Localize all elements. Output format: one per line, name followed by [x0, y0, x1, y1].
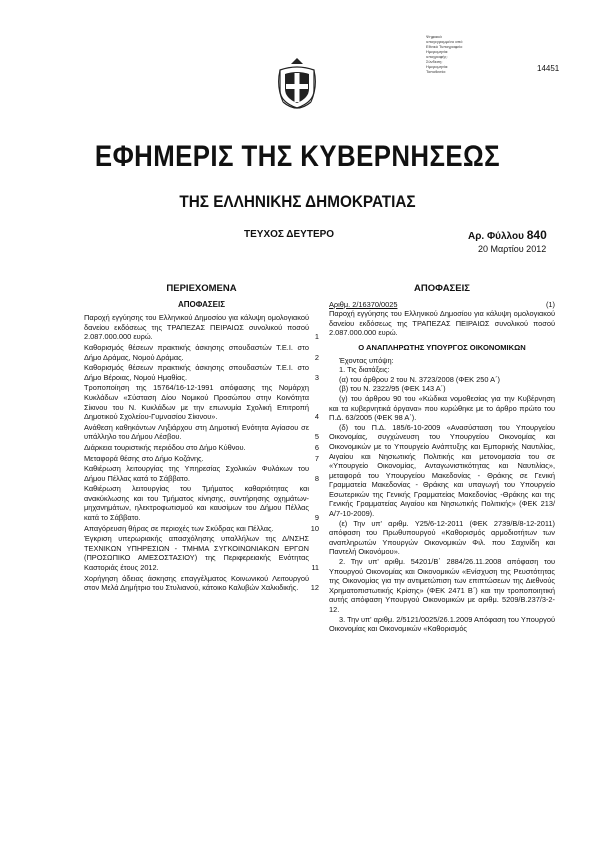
toc-item[interactable]: [84, 383, 319, 421]
toc-item-page: 3: [314, 372, 319, 382]
toc-heading: ΠΕΡΙΕΧΟΜΕΝΑ: [166, 283, 237, 294]
toc-item-page: 12: [310, 583, 319, 593]
signature-line: Τοποθεσία:: [426, 69, 446, 74]
toc-item-text: Καθορισμός θέσεων πρακτικής άσκησης σπουδαστών Τ.Ε.Ι. στο Δήμο Βέροιας, Νομού Ημαθίας.: [84, 363, 309, 382]
toc-item[interactable]: [84, 454, 319, 464]
toc-item-page: 9: [314, 513, 319, 523]
page-number: 14451: [537, 64, 560, 73]
toc-item-text: Έγκριση υπερωριακής απασχόλησης υπαλλήλων της Δ/ΝΣΗΣ ΤΕΧΝΙΚΩΝ ΥΠΗΡΕΣΙΩΝ - ΤΜΗΜΑ ΣΥΓΚΟΙΝΩΝΙΑΚΩΝ ΕΡΓΩΝ (ΠΡΟΣΩΠΙΚΟ ΑΜΕΣΟΣΤΑΣΙΟΥ) της Περιφερειακής Ενότητας Καστοριάς έτους 2012.: [84, 534, 309, 573]
decision-paragraph: (γ) του άρθρου 90 του «Κώδικα νομοθεσίας για την Κυβέρνηση και τα κυβερνητικά όργανα» που κυρώθηκε με το άρθρο πρώτο του Π.Δ. 63/2005 (ΦΕΚ 98 Α΄).: [329, 393, 555, 423]
toc-item-page: 7: [314, 453, 319, 463]
toc-item-text: Μεταφορά θέσης στο Δήμο Κοζάνης.: [84, 453, 204, 463]
toc-item[interactable]: [84, 524, 319, 534]
gazette-title: ΕΦΗΜΕΡΙΣ ΤΗΣ ΚΥΒΕΡΝΗΣΕΩΣ: [94, 140, 501, 173]
toc-item-text: Τροποποίηση της 15764/16-12-1991 απόφασης της Νομάρχη Κυκλάδων «Σύσταση Δίου Νομικού Προσώπου στην Κοινότητα Σίκινου του Ν. Κυκλάδων με την επωνυμία Σχολική Επιτροπή Δημοτικού Σχολείου-Γυμνασίου Σίκινου».: [84, 383, 309, 422]
signature-line: Εθνικό Τυπογραφείο: [426, 44, 463, 49]
signature-line: Ψηφιακά: [426, 34, 442, 39]
toc-item-text: Χορήγηση άδειας άσκησης επαγγέλματος Κοινωνικού Λειτουργού στον Μελά Δημήτριο του Στυλιανού, κάτοικο Καλυβών Χαλκιδικής.: [84, 573, 309, 593]
signature-line: Σύνδεση:: [426, 59, 443, 64]
toc-item-page: 2: [314, 352, 319, 362]
greek-coat-of-arms-icon: [277, 56, 317, 114]
decision-number-line: [329, 300, 555, 310]
toc-item[interactable]: [84, 574, 319, 593]
decision-summary: Παροχή εγγύησης του Ελληνικού Δημοσίου για κάλυψη ομολογιακού δανείου εκδόσεως της ΤΡΑΠΕΖΑΣ ΠΕΙΡΑΙΩΣ συνολικού ποσού 2.087.000.000 ευρώ.: [329, 309, 555, 338]
toc-item-page: 8: [314, 473, 319, 483]
toc-item[interactable]: [84, 313, 319, 342]
toc-item-page: 11: [311, 563, 319, 573]
toc-item-text: Καθορισμός θέσεων πρακτικής άσκησης σπουδαστών Τ.Ε.Ι. στο Δήμο Δράμας, Νομού Δράμας.: [84, 342, 309, 362]
table-of-contents: [84, 284, 319, 594]
toc-item[interactable]: [84, 423, 319, 442]
issue-label: ΤΕΥΧΟΣ ΔΕΥΤΕΡΟ: [244, 229, 335, 240]
decision-paragraph: (δ) του Π.Δ. 185/6-10-2009 «Ανασύσταση του Υπουργείου Οικονομίας, συγχώνευση του Υπουργείου Οικονομίας και Οικονομικών με το Υπουργείο Ανάπτυξης και Εμπορικής Ναυτιλίας, Αιγαίου και Νησιωτικής Πολιτικής και μετονομασία του σε «Υπουργείο Οικονομίας, Ανταγωνιστικότητας και Ναυτιλίας», μεταφορά του Υπουργείου Μακεδονίας - Θράκης σε Γενική Γραμματεία Μακεδονίας - Θράκης και υπαγωγή του Υπουργείο Εσωτερικών της Γενικής Γραμματείας Μακεδονίας -Θράκης και της Γενικής Γραμματείας Αιγαίου και Νησιωτικής Πολιτικής» (ΦΕΚ 213/Α/7-10-2009).: [329, 422, 555, 519]
signature-line: Ημερομηνία:: [426, 64, 449, 69]
decision-paragraph: (α) του άρθρου 2 του Ν. 3723/2008 (ΦΕΚ 250 Α΄): [339, 374, 500, 384]
decision-paragraph: 1. Τις διατάξεις:: [339, 365, 390, 375]
toc-item-text: Παροχή εγγύησης του Ελληνικού Δημοσίου για κάλυψη ομολογιακού δανείου εκδόσεως της ΤΡΑΠΕΖΑΣ ΠΕΙΡΑΙΩΣ συνολικού ποσού 2.087.000.000 ευρώ.: [84, 313, 309, 342]
toc-item[interactable]: [84, 534, 319, 572]
toc-item-text: Καθιέρωση λειτουργίας της Υπηρεσίας Σχολικών Φυλάκων του Δήμου Πέλλας κατά το Σάββατο.: [84, 464, 309, 483]
toc-item-page: 5: [314, 432, 319, 442]
decisions-column: [329, 284, 555, 634]
signature-line: υπογεγραμμένο από: [426, 39, 463, 44]
decision-paragraph: Έχοντας υπόψη:: [339, 355, 394, 365]
issue-date: 20 Μαρτίου 2012: [478, 244, 547, 254]
toc-item-page: 1: [314, 332, 319, 342]
sheet-number-line: [468, 228, 547, 242]
toc-item[interactable]: [84, 363, 319, 382]
toc-item-text: Καθιέρωση λειτουργίας του Τμήματος καθαριότητας και ανακύκλωσης και του Τμήματος κίνησης, συντήρησης οχημάτων-μηχανημάτων, ηλεκτροφωτισμού και καυσίμων του Δήμου Πέλλας κατά το Σάββατο.: [84, 484, 309, 523]
toc-item[interactable]: [84, 464, 319, 483]
toc-item-page: 10: [310, 523, 319, 533]
minister-title: Ο ΑΝΑΠΛΗΡΩΤΗΣ ΥΠΟΥΡΓΟΣ ΟΙΚΟΝΟΜΙΚΩΝ: [358, 342, 526, 352]
decision-paragraph: 3. Την υπ' αριθμ. 2/5121/0025/26.1.2009 Απόφαση του Υπουργού Οικονομίας και Οικονομικών «Καθορισμός: [329, 614, 555, 634]
toc-item-text: Διάρκεια τουριστικής περιόδου στο Δήμο Κύθνου.: [84, 442, 246, 452]
toc-subheading: ΑΠΟΦΑΣΕΙΣ: [177, 299, 226, 309]
toc-item[interactable]: [84, 443, 319, 453]
signature-line: υπογραφής:: [426, 54, 448, 59]
decision-paragraph: (ε) Την υπ' αριθμ. Υ25/6-12-2011 (ΦΕΚ 2739/Β/8-12-2011) απόφαση του Πρωθυπουργού «Καθορισμός αρμοδιοτήτων των αναπληρωτών Υπουργών Οικονομικών Φιλ. που Σαχινίδη και Παντελή Οικονόμου».: [329, 518, 555, 557]
toc-item[interactable]: [84, 484, 319, 522]
signature-line: Ημερομηνία:: [426, 49, 449, 54]
digital-signature-block: [426, 34, 486, 74]
toc-item-text: Ανάθεση καθηκόντων Ληξιάρχου στη Δημοτική Ενότητα Αγίασου σε υπάλληλο του Δήμου Λέσβου.: [84, 422, 309, 442]
toc-item-text: Απαγόρευση θήρας σε περιοχές των Σκύδρας και Πέλλας.: [84, 523, 274, 533]
toc-item[interactable]: [84, 343, 319, 362]
gazette-subtitle: ΤΗΣ ΕΛΛΗΝΙΚΗΣ ΔΗΜΟΚΡΑΤΙΑΣ: [179, 192, 416, 211]
sheet-number: 840: [526, 228, 547, 242]
decision-index: (1): [545, 299, 555, 309]
decision-paragraph: 2. Την υπ' αριθμ. 54201/Β΄ 2884/26.11.2008 απόφαση του Υπουργού Οικονομίας και Οικονομικών «Ενίσχυση της Ρευστότητας της Οικονομίας για την αντιμετώπιση των επιπτώσεων της Διεθνούς Χρηματοπιστωτικής Κρίσης» (ΦΕΚ 2471 Β΄) και την τροποποιητική αυτής απόφαση Υπουργού Οικονομικών με αριθμ. 5209/Β.237/3-2-12.: [329, 557, 555, 614]
toc-item-page: 4: [314, 412, 319, 422]
decisions-heading: ΑΠΟΦΑΣΕΙΣ: [414, 283, 470, 294]
decision-paragraph: (β) του Ν. 2322/95 (ΦΕΚ 143 Α΄): [339, 384, 446, 394]
toc-item-page: 6: [314, 442, 319, 452]
sheet-label: Αρ. Φύλλου: [468, 231, 524, 242]
decision-number: Αριθμ. 2/16370/0025: [329, 299, 398, 309]
